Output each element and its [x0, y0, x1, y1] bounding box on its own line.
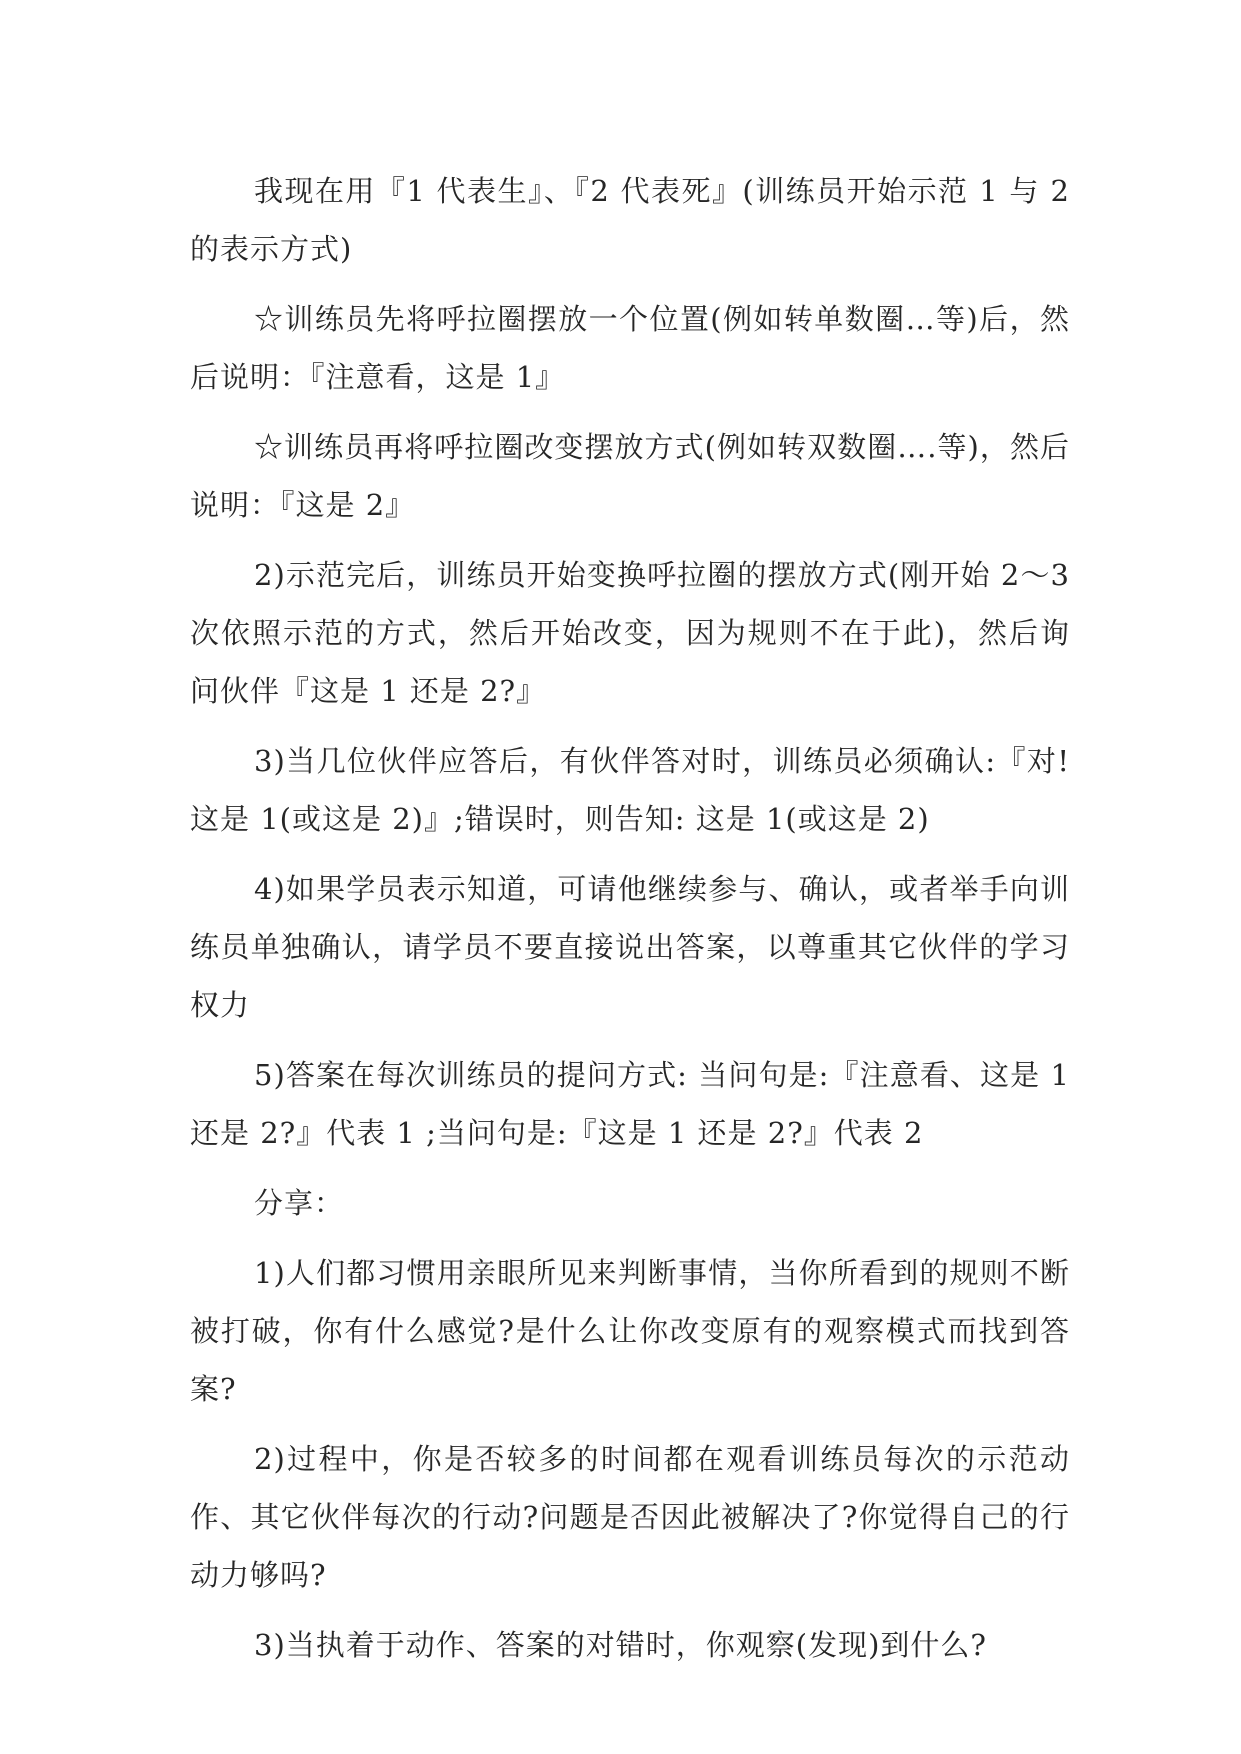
- paragraph-1: 我现在用『1 代表生』、『2 代表死』(训练员开始示范 1 与 2 的表示方式): [190, 174, 1070, 266]
- paragraph-3: ☆训练员再将呼拉圈改变摆放方式(例如转双数圈….等)，然后说明：『这是 2』: [190, 430, 1070, 522]
- paragraph-11: 3)当执着于动作、答案的对错时，你观察(发现)到什么?: [254, 1628, 987, 1662]
- paragraph-5: 3)当几位伙伴应答后，有伙伴答对时，训练员必须确认:『对!这是 1(或这是 2)』;错误时，则告知: 这是 1(或这是 2): [190, 744, 1070, 836]
- document-body: [190, 162, 1070, 1686]
- paragraph-10: 2)过程中，你是否较多的时间都在观看训练员每次的示范动作、其它伙伴每次的行动?问题是否因此被解决了?你觉得自己的行动力够吗?: [190, 1442, 1070, 1592]
- paragraph-7: 5)答案在每次训练员的提问方式: 当问句是:『注意看、这是 1 还是 2?』代表 1 ;当问句是:『这是 1 还是 2?』代表 2: [190, 1058, 1070, 1150]
- paragraph-9: 1)人们都习惯用亲眼所见来判断事情，当你所看到的规则不断被打破，你有什么感觉?是什么让你改变原有的观察模式而找到答案?: [190, 1256, 1070, 1406]
- paragraph-4: 2)示范完后，训练员开始变换呼拉圈的摆放方式(刚开始 2～3 次依照示范的方式，然后开始改变，因为规则不在于此)，然后询问伙伴『这是 1 还是 2?』: [190, 558, 1070, 708]
- paragraph-2: ☆训练员先将呼拉圈摆放一个位置(例如转单数圈…等)后，然后说明：『注意看，这是 1』: [190, 302, 1070, 394]
- section-heading-share: 分享：: [254, 1186, 345, 1220]
- paragraph-6: 4)如果学员表示知道，可请他继续参与、确认，或者举手向训练员单独确认，请学员不要直接说出答案，以尊重其它伙伴的学习权力: [190, 872, 1070, 1022]
